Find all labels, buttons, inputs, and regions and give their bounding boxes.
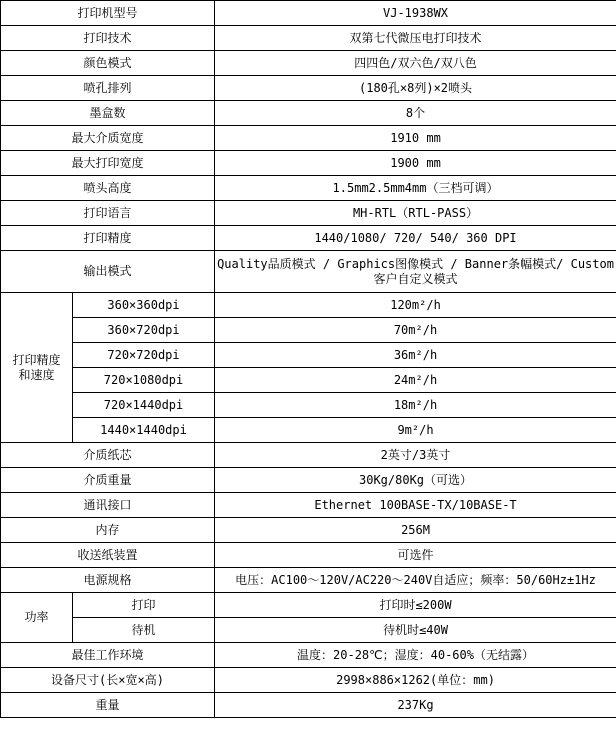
row-value: 2英寸/3英寸 [215,443,616,468]
table-row [1,293,616,318]
row-label: 通讯接口 [1,493,215,518]
row-label: 720×720dpi [73,343,215,368]
row-value: 双第七代微压电打印技术 [215,26,616,51]
table-row [1,251,616,293]
row-value: 1910 mm [215,126,616,151]
table-row [1,393,616,418]
row-label: 介质重量 [1,468,215,493]
table-row [1,543,616,568]
row-value: 打印时≤200W [215,593,616,618]
row-value: 237Kg [215,693,616,718]
table-row [1,443,616,468]
row-label: 设备尺寸(长×宽×高) [1,668,215,693]
row-value: 70m²/h [215,318,616,343]
table-row [1,51,616,76]
table-row [1,76,616,101]
row-label: 打印语言 [1,201,215,226]
row-value: 24m²/h [215,368,616,393]
table-row [1,1,616,26]
row-label: 最佳工作环境 [1,643,215,668]
row-value: 2998×886×1262(单位：mm) [215,668,616,693]
row-value: 36m²/h [215,343,616,368]
row-label: 打印 [73,593,215,618]
row-label: 电源规格 [1,568,215,593]
row-value: 待机时≤40W [215,618,616,643]
row-label: 最大打印宽度 [1,151,215,176]
row-value: 30Kg/80Kg（可选） [215,468,616,493]
row-value: 120m²/h [215,293,616,318]
table-row [1,643,616,668]
group-label-power: 功率 [1,593,73,643]
row-value: 1440/1080/ 720/ 540/ 360 DPI [215,226,616,251]
row-value: (180孔×8列)×2喷头 [215,76,616,101]
table-row [1,518,616,543]
row-label: 重量 [1,693,215,718]
row-label: 720×1440dpi [73,393,215,418]
row-value: MH-RTL（RTL-PASS） [215,201,616,226]
table-row [1,176,616,201]
row-label: 喷头高度 [1,176,215,201]
row-value: 8个 [215,101,616,126]
row-value: Ethernet 100BASE-TX/10BASE-T [215,493,616,518]
table-row [1,226,616,251]
table-row [1,101,616,126]
row-label: 内存 [1,518,215,543]
row-value: 9m²/h [215,418,616,443]
table-row [1,126,616,151]
row-label: 1440×1440dpi [73,418,215,443]
table-row [1,693,616,718]
row-label: 打印技术 [1,26,215,51]
row-label: 喷孔排列 [1,76,215,101]
row-value: 1900 mm [215,151,616,176]
table-row [1,151,616,176]
table-row [1,201,616,226]
row-label: 输出模式 [1,251,215,293]
row-label: 360×720dpi [73,318,215,343]
table-row [1,493,616,518]
row-value: Quality品质模式 / Graphics图像模式 / Banner条幅模式/ Custom客户自定义模式 [215,251,616,293]
row-value: 可选件 [215,543,616,568]
row-label: 打印精度 [1,226,215,251]
row-value: 四四色/双六色/双八色 [215,51,616,76]
table-row [1,318,616,343]
row-label: 颜色模式 [1,51,215,76]
table-row [1,468,616,493]
table-row [1,618,616,643]
row-label: 介质纸芯 [1,443,215,468]
row-value: 电压：AC100～120V/AC220～240V自适应；频率：50/60Hz±1Hz [215,568,616,593]
row-value: 256M [215,518,616,543]
row-value: 1.5mm2.5mm4mm（三档可调） [215,176,616,201]
row-label: 360×360dpi [73,293,215,318]
row-value: 温度：20-28℃；湿度：40-60%（无结露） [215,643,616,668]
table-row [1,568,616,593]
row-label: 待机 [73,618,215,643]
group-label-speed: 打印精度和速度 [1,293,73,443]
table-row [1,368,616,393]
table-row [1,418,616,443]
row-label: 收送纸装置 [1,543,215,568]
row-label: 墨盒数 [1,101,215,126]
row-label: 最大介质宽度 [1,126,215,151]
row-label: 打印机型号 [1,1,215,26]
table-row [1,668,616,693]
row-label: 720×1080dpi [73,368,215,393]
table-row [1,26,616,51]
row-value: VJ-1938WX [215,1,616,26]
row-value: 18m²/h [215,393,616,418]
table-row [1,593,616,618]
table-row [1,343,616,368]
